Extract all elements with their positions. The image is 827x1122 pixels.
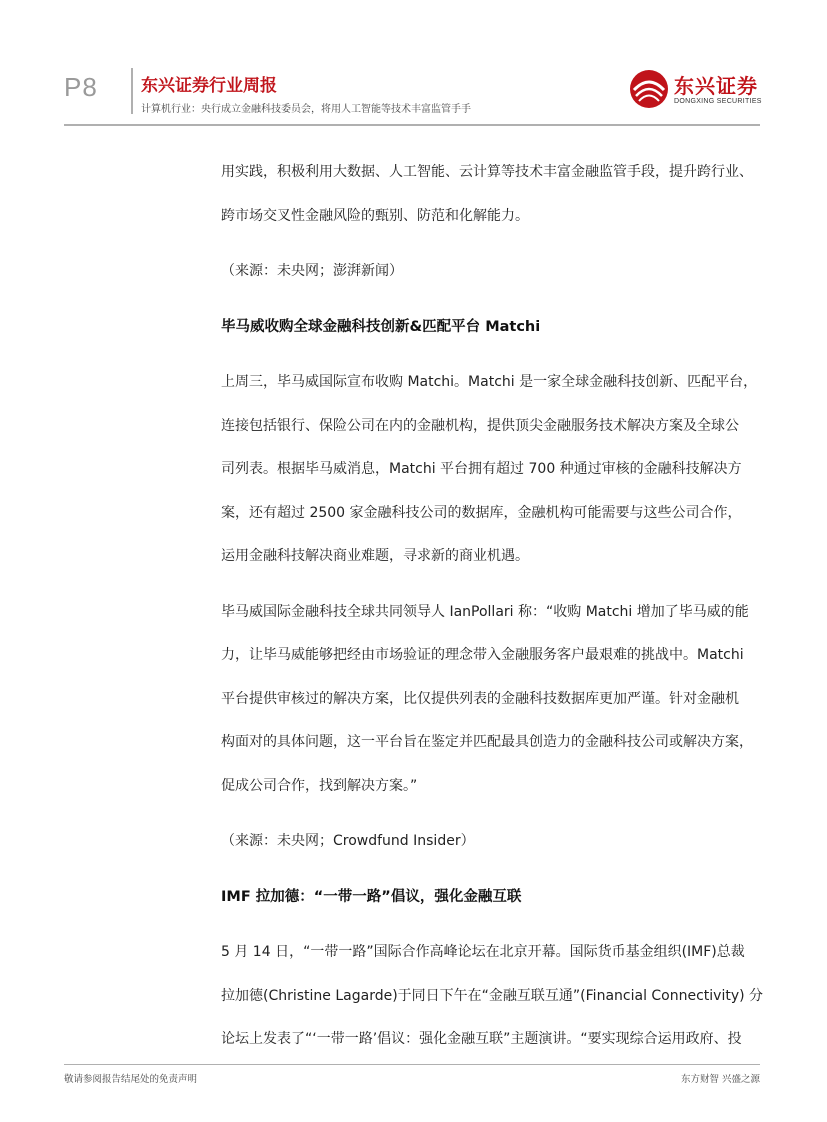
paragraph-2 [221,361,766,579]
footer-rule [64,1064,760,1065]
header-rule [64,124,760,126]
paragraph-line: 促成公司合作，找到解决方案。” [221,777,418,794]
paragraph-line: 上周三，毕马威国际宣布收购 Matchi。Matchi 是一家全球金融科技创新、匹配平台， [221,374,758,390]
report-title: 东兴证券行业周报 [141,76,277,96]
paragraph-line: 论坛上发表了“‘一带一路’倡议：强化金融互联”主题演讲。“要实现综合运用政府、投 [221,1031,742,1047]
paragraph-line: 运用金融科技解决商业难题，寻求新的商业机遇。 [221,548,529,564]
page-number: P8 [64,72,98,102]
logo-emblem-icon [628,68,670,110]
footer-slogan: 东方财智 兴盛之源 [680,1074,760,1085]
paragraph-line: 5 月 14 日，“一带一路”国际合作高峰论坛在北京开幕。国际货币基金组织(IMF)总裁 [221,944,745,960]
section-heading-kpmg-matchi: 毕马威收购全球金融科技创新&匹配平台 Matchi [221,318,541,335]
paragraph-1 [221,151,766,238]
logo-text-cn: 东兴证券 [674,74,758,98]
paragraph-line: 毕马威国际金融科技全球共同领导人 IanPollari 称：“收购 Matchi 增加了毕马威的能 [221,603,749,620]
header-divider [131,68,133,114]
source-note-1: （来源：未央网；澎湃新闻） [221,263,403,279]
paragraph-line: 拉加德(Christine Lagarde)于同日下午在“金融互联互通”(Financial Connectivity) 分 [221,987,764,1004]
section-heading-imf-lagarde: IMF 拉加德：“一带一路”倡议，强化金融互联 [221,888,522,905]
paragraph-3 [221,591,766,809]
report-subtitle: 计算机行业：央行成立金融科技委员会，将用人工智能等技术丰富监管手手 [141,104,471,115]
paragraph-line: 案，还有超过 2500 家金融科技公司的数据库，金融机构可能需要与这些公司合作， [221,504,742,521]
paragraph-4 [221,931,766,1062]
footer-disclaimer: 敬请参阅报告结尾处的免责声明 [64,1074,198,1085]
paragraph-line: 用实践，积极利用大数据、人工智能、云计算等技术丰富金融监管手段，提升跨行业、 [221,164,753,180]
source-note-2: （来源：未央网；Crowdfund Insider） [221,833,475,849]
article-body [221,151,766,1062]
paragraph-line: 跨市场交叉性金融风险的甄别、防范和化解能力。 [221,207,529,224]
paragraph-line: 连接包括银行、保险公司在内的金融机构，提供顶尖金融服务技术解决方案及全球公 [221,417,739,434]
paragraph-line: 司列表。根据毕马威消息，Matchi 平台拥有超过 700 种通过审核的金融科技解决方 [221,461,742,477]
paragraph-line: 构面对的具体问题，这一平台旨在鉴定并匹配最具创造力的金融科技公司或解决方案， [221,734,753,750]
logo-text-en: DONGXING SECURITIES [674,98,762,105]
paragraph-line: 平台提供审核过的解决方案，比仅提供列表的金融科技数据库更加严谨。针对金融机 [221,690,739,707]
company-logo [628,66,760,116]
paragraph-line: 力，让毕马威能够把经由市场验证的理念带入金融服务客户最艰难的挑战中。Matchi [221,647,744,663]
